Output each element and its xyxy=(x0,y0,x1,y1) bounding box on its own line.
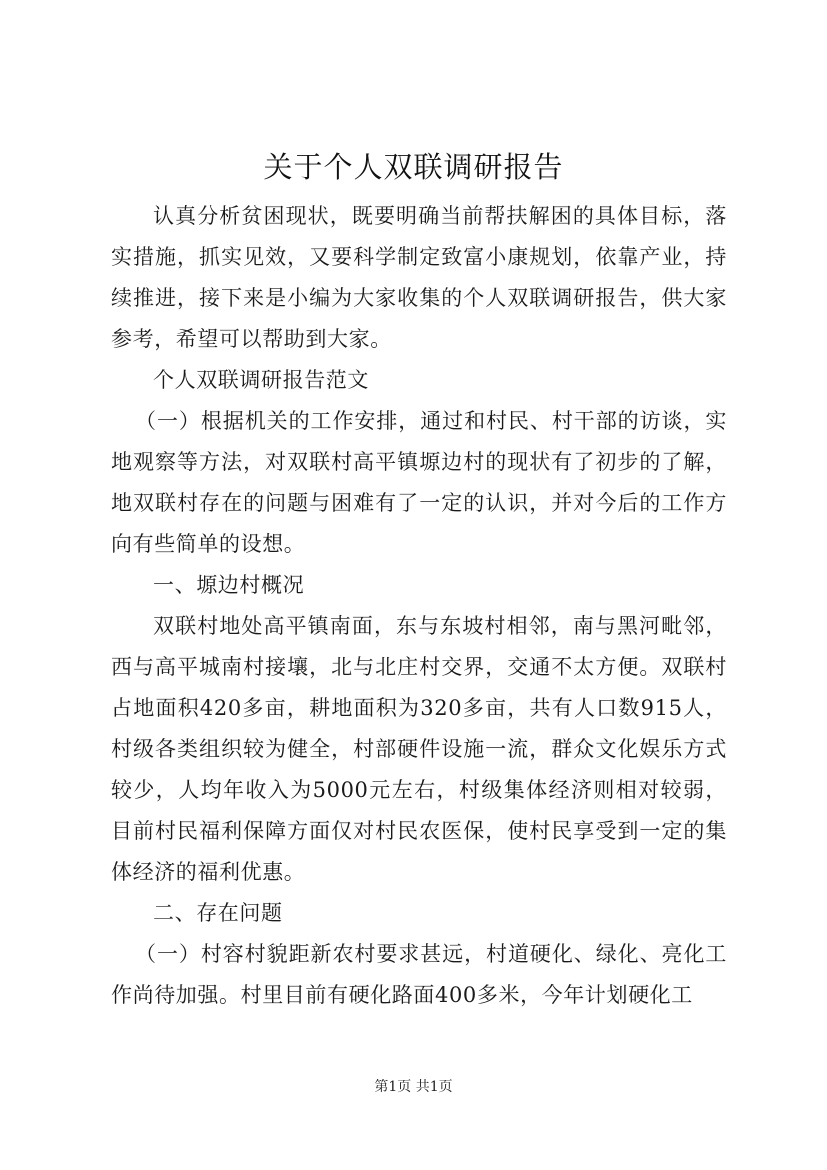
paragraph-background: （一）根据机关的工作安排，通过和村民、村干部的访谈，实地观察等方法，对双联村高平镇塬边村的现状有了初步的了解，地双联村存在的问题与困难有了一定的认识，并对今后的工作方向有些简单的设想。 xyxy=(111,409,727,556)
document-title: 关于个人双联调研报告 xyxy=(263,150,564,184)
section-heading-overview: 一、塬边村概况 xyxy=(153,573,305,597)
paragraph-overview: 双联村地处高平镇南面，东与东坡村相邻，南与黑河毗邻，西与高平城南村接壤，北与北庄村交界，交通不太方便。双联村占地面积420多亩，耕地面积为320多亩，共有人口数915人，村级各类组织较为健全，村部硬件设施一流，群众文化娱乐方式较少，人均年收入为5000元左右，村级集体经济则相对较弱，目前村民福利保障方面仅对村民农医保，使村民享受到一定的集体经济的福利优惠。 xyxy=(111,614,727,884)
section-heading-sample: 个人双联调研报告范文 xyxy=(153,368,369,392)
page-footer: 第1页 共1页 xyxy=(374,1079,453,1095)
intro-paragraph: 认真分析贫困现状，既要明确当前帮扶解困的具体目标，落实措施，抓实见效，又要科学制定致富小康规划，依靠产业，持续推进，接下来是小编为大家收集的个人双联调研报告，供大家参考，希望可以帮助到大家。 xyxy=(111,204,727,351)
section-heading-problems: 二、存在问题 xyxy=(153,901,283,925)
document-body xyxy=(111,196,727,1016)
paragraph-problems: （一）村容村貌距新农村要求甚远，村道硬化、绿化、亮化工作尚待加强。村里目前有硬化路面400多米，今年计划硬化工 xyxy=(111,942,727,1007)
